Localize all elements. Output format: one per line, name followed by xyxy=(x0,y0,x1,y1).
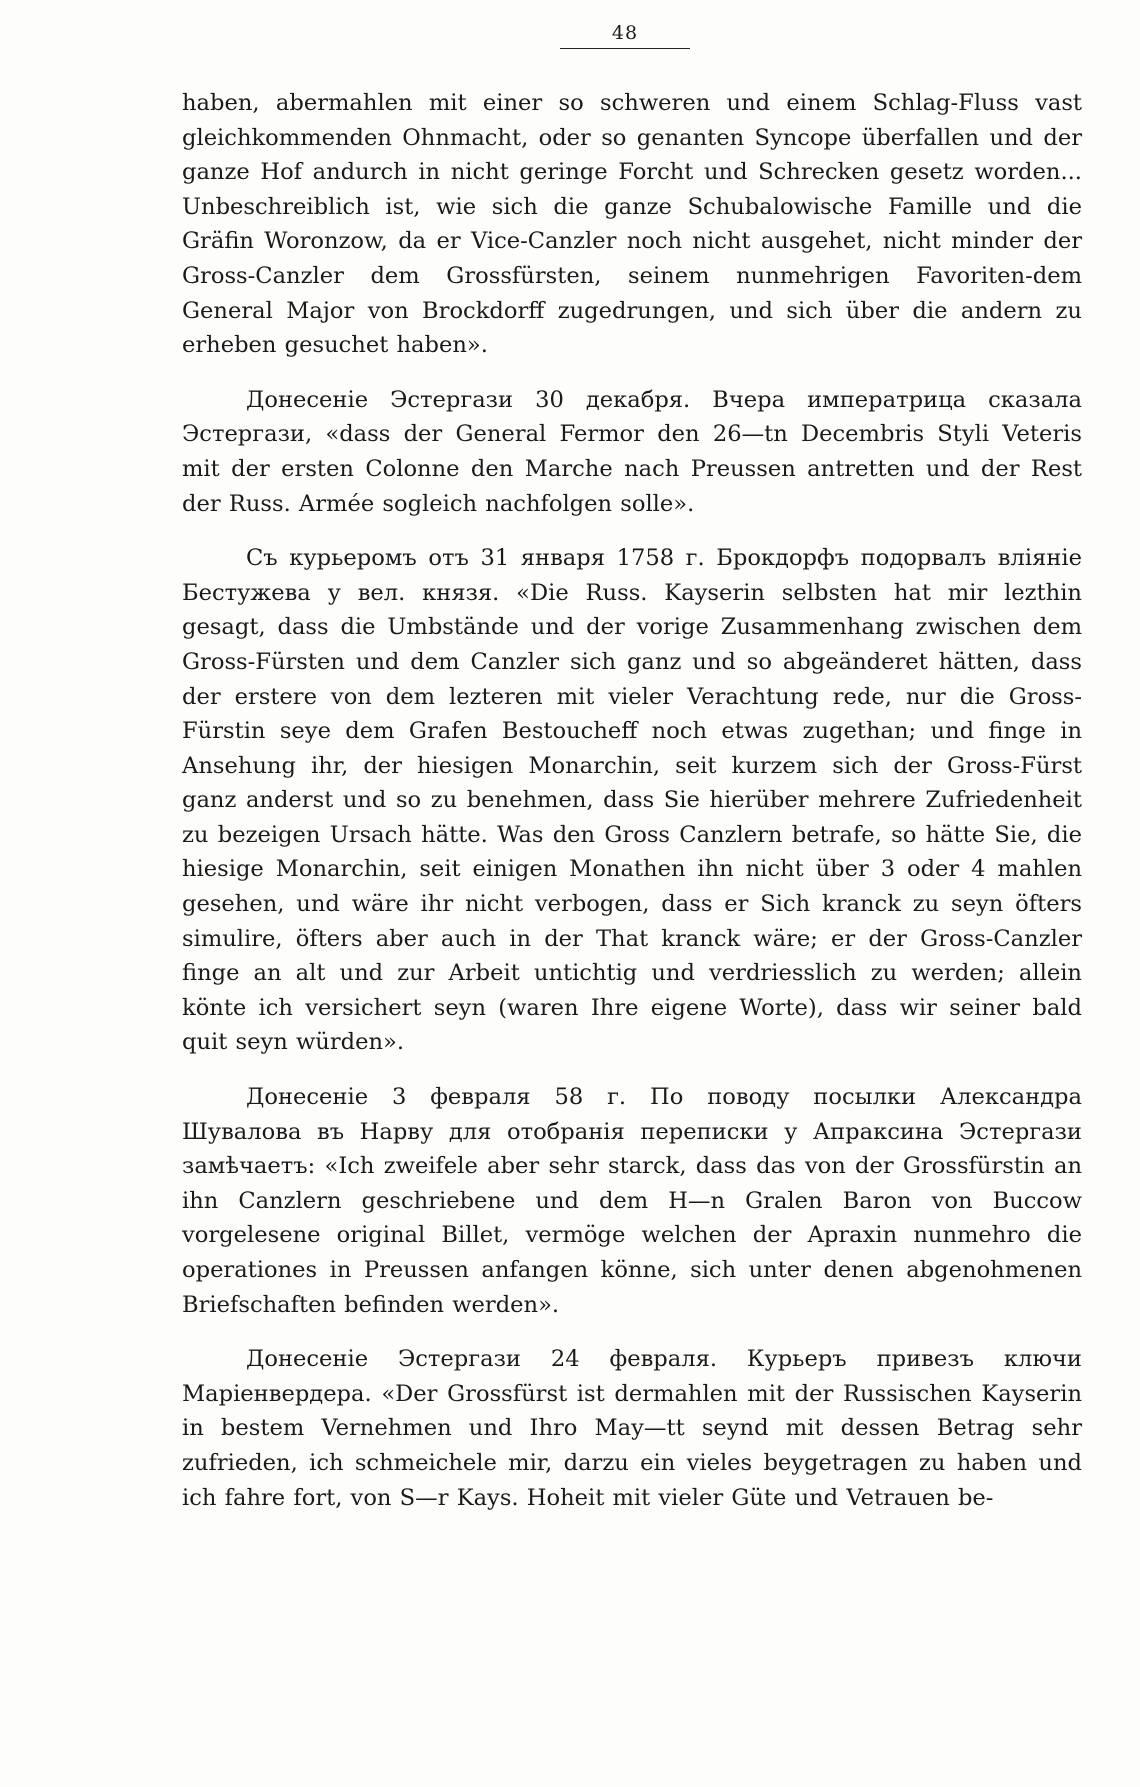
paragraph-courier-31-january: Съ курьеромъ отъ 31 января 1758 г. Брокдорфъ подорвалъ влiянiе Бестужева у вел. князя. «Die Russ. Kayserin selbsten hat mir lezthin gesagt, dass die Umbstände und der vorige Zusammenhang zwischen dem Gross-Fürsten und dem Canzler sich ganz und so abgeänderet hätten, dass der erstere von dem lezteren mit vieler Verachtung rede, nur die Gross-Fürstin seye dem Grafen Bestoucheff noch etwas zugethan; und finge in Ansehung ihr, der hiesigen Monarchin, seit kurzem sich der Gross-Fürst ganz anderst und so zu benehmen, dass Sie hierüber mehrere Zufriedenheit zu bezeigen Ursach hätte. Was den Gross Canzlern betrafe, so hätte Sie, die hiesige Monarchin, seit einigen Monathen ihn nicht über 3 oder 4 mahlen gesehen, und wäre ihr nicht verbogen, dass er Sich kranck zu seyn öfters simulire, öfters aber auch in der That kranck wäre; er der Gross-Canzler finge an alt und zur Arbeit untichtig und verdriesslich zu werden; allein könte ich versichert seyn (waren Ihre eigene Worte), dass wir seiner bald quit seyn würden». xyxy=(182,545,1082,1056)
paragraph-report-3-february: Донесенiе 3 февраля 58 г. По поводу посылки Александра Шувалова въ Нарву для отобранiя переписки у Апраксина Эстергази замѣчаетъ: «Ich zweifele aber sehr starck, dass das von der Grossfürstin an ihn Canzlern geschriebene und dem H—n Gralen Baron von Buccow vorgelesene original Billet, vermöge welchen der Apraxin nunmehro die operationes in Preussen anfangen könne, sich unter denen abgenohmenen Briefschaften befinden werden». xyxy=(182,1084,1082,1318)
paragraph-continuation: haben, abermahlen mit einer so schweren und einem Schlag-Fluss vast gleichkommenden Ohnmacht, oder so genanten Syncope überfallen und der ganze Hof andurch in nicht geringe Forcht und Schrecken gesetz worden... Unbeschreiblich ist, wie sich die ganze Schubalowische Famille und die Gräfin Woronzow, da er Vice-Canzler noch nicht ausgehet, nicht minder der Gross-Canzler dem Grossfürsten, seinem nunmehrigen Favoriten-dem General Major von Brockdorff zugedrungen, und sich über die andern zu erheben gesuchet haben». xyxy=(182,90,1082,359)
page-number: 48 xyxy=(611,22,639,44)
page-number-rule xyxy=(560,48,690,49)
paragraph-esterhazy-24-february: Донесенiе Эстергази 24 февраля. Курьеръ привезъ ключи Марiенвердера. «Der Grossfürst ist dermahlen mit der Russischen Kayserin in bestem Vernehmen und Ihro May—tt seynd mit dessen Betrag sehr zufrieden, ich schmeichele mir, darzu ein vieles beygetragen zu haben und ich fahre fort, von S—r Kays. Hoheit mit vieler Güte und Vetrauen be- xyxy=(182,1346,1082,1511)
paragraph-esterhazy-30-december: Донесенiе Эстергази 30 декабря. Вчера императрица сказала Эстергази, «dass der General Fermor den 26—tn Decembris Styli Veteris mit der ersten Colonne den Marche nach Preussen antretten und der Rest der Russ. Armée sogleich nachfolgen solle». xyxy=(182,386,1082,517)
body-text xyxy=(182,86,1082,1515)
